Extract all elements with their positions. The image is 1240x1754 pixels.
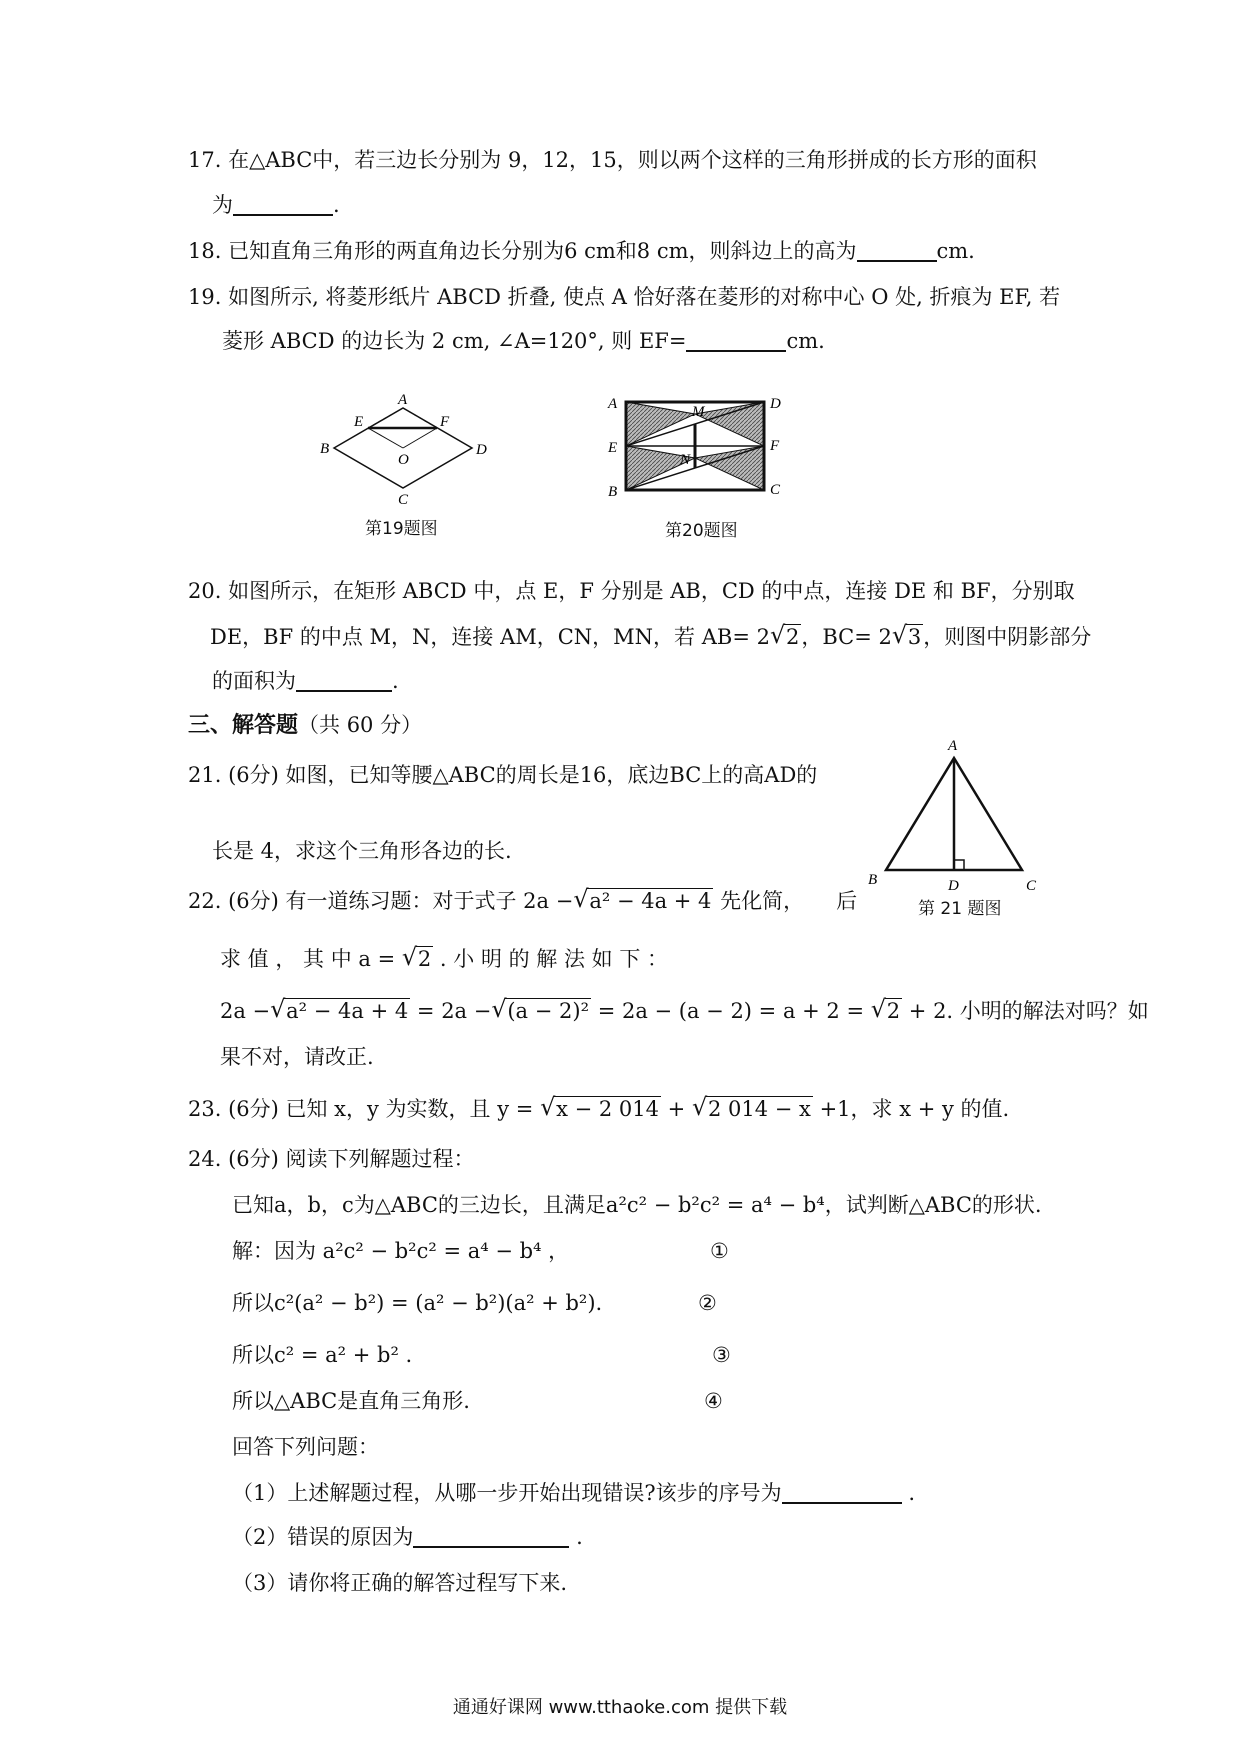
label-a: A [948, 738, 958, 754]
label-a: A [608, 396, 618, 412]
label-f: F [440, 414, 450, 430]
q24-step2: 所以c²(a² − b²) = (a² − b²)(a² + b²). [232, 1291, 603, 1315]
fig21-caption: 第 21 题图 [918, 899, 1002, 919]
label-f: F [770, 438, 780, 454]
q18-line: 18. 已知直角三角形的两直角边长分别为6 cm和8 cm，则斜边上的高为 cm. [188, 239, 975, 263]
label-c: C [398, 492, 409, 508]
shaded-region-1 [626, 402, 695, 446]
q17-line1: 17. 在△ABC中，若三边长分别为 9，12，15，则以两个这样的三角形拼成的长方形的面积 [188, 148, 1037, 172]
sqrt-2: √ 2 [871, 996, 902, 1026]
figure-20-rectangle [600, 392, 810, 504]
sqrt-expression: √ a² − 4a + 4 [270, 996, 410, 1026]
q19-line1: 19. 如图所示, 将菱形纸片 ABCD 折叠, 使点 A 恰好落在菱形的对称中心 O 处, 折痕为 EF, 若 [188, 285, 1061, 309]
q17-answer-blank[interactable] [233, 192, 333, 216]
q18-answer-blank[interactable] [857, 238, 937, 262]
sqrt-square: √ (a − 2)² [491, 996, 591, 1026]
q20-line1: 20. 如图所示，在矩形 ABCD 中，点 E，F 分别是 AB，CD 的中点，连接 DE 和 BF，分别取 [188, 579, 1075, 603]
q24-sub1: （1）上述解题过程，从哪一步开始出现错误?该步的序号为 . [232, 1481, 915, 1505]
footer-source: 通通好课网 www.tthaoke.com 提供下载 [452, 1697, 788, 1718]
q24-sub2-answer-blank[interactable] [413, 1524, 569, 1548]
line-fo [403, 428, 437, 448]
q24-step1: 解：因为 a²c² − b²c² = a⁴ − b⁴ ， [232, 1239, 570, 1263]
q24-step4: 所以△ABC是直角三角形. [232, 1389, 470, 1413]
q24-sub2: （2）错误的原因为 . [232, 1525, 583, 1549]
q22-line4: 果不对，请改正. [220, 1045, 374, 1069]
label-b: B [868, 872, 878, 888]
label-d: D [770, 396, 781, 412]
label-d: D [476, 442, 487, 458]
label-b: B [320, 441, 330, 457]
q24-step3-number: ③ [712, 1343, 731, 1367]
label-o: O [398, 452, 409, 468]
q24-title: 24. (6分) 阅读下列解题过程： [188, 1147, 475, 1171]
q24-ask: 回答下列问题： [232, 1435, 379, 1459]
q17-line2: 为 . [212, 193, 340, 217]
q19-line2: 菱形 ABCD 的边长为 2 cm, ∠A=120°, 则 EF= cm. [222, 329, 825, 353]
section-3-heading: 三、解答题（共 60 分） [188, 712, 423, 738]
sqrt-x-minus: √ x − 2 014 [540, 1094, 661, 1124]
q20-line3: 的面积为 . [212, 669, 399, 693]
sqrt-3: √ 3 [892, 622, 923, 652]
label-a: A [398, 392, 408, 408]
right-angle-mark [954, 860, 964, 870]
figure-19-rhombus [320, 392, 500, 512]
q22-line2: 求 值 ， 其 中 a = √ 2 . 小 明 的 解 法 如 下 ： [220, 944, 668, 974]
q21-line2: 长是 4，求这个三角形各边的长. [212, 839, 512, 863]
q24-step3: 所以c² = a² + b² . [232, 1343, 413, 1367]
q24-step4-number: ④ [704, 1389, 723, 1413]
shaded-region-3 [695, 446, 764, 490]
fig19-caption: 第19题图 [365, 519, 438, 539]
q24-sub3: （3）请你将正确的解答过程写下来. [232, 1571, 568, 1595]
q24-step1-number: ① [710, 1239, 729, 1263]
label-c: C [770, 482, 781, 498]
sqrt-2: √ 2 [402, 944, 433, 974]
q21-line1: 21. (6分) 如图，已知等腰△ABC的周长是16，底边BC上的高AD的 [188, 763, 818, 787]
label-m: M [692, 404, 705, 420]
q24-given: 已知a，b，c为△ABC的三边长，且满足a²c² − b²c² = a⁴ − b⁴，试判断△ABC的形状. [232, 1193, 1042, 1217]
label-b: B [608, 484, 618, 500]
line-eo [368, 428, 403, 448]
label-n: N [680, 452, 691, 468]
sqrt-2: √ 2 [770, 622, 801, 652]
label-e: E [354, 414, 364, 430]
fig20-caption: 第20题图 [665, 521, 738, 541]
q19-answer-blank[interactable] [686, 328, 786, 352]
q24-sub1-answer-blank[interactable] [782, 1480, 902, 1504]
label-c: C [1026, 878, 1037, 894]
shaded-region-2 [695, 402, 764, 446]
q20-answer-blank[interactable] [296, 668, 392, 692]
q22-line1: 22. (6分) 有一道练习题：对于式子 2a −√ a² − 4a + 4 先化简， 后 [188, 886, 857, 916]
q23-line: 23. (6分) 已知 x，y 为实数，且 y = √ x − 2 014 + √ 2 014 − x +1，求 x + y 的值. [188, 1094, 1009, 1124]
q24-step2-number: ② [698, 1291, 717, 1315]
sqrt-minus-x: √ 2 014 − x [692, 1094, 813, 1124]
q20-line2: DE，BF 的中点 M，N，连接 AM，CN，MN，若 AB= 2√ 2，BC= 2√ 3，则图中阴影部分 [210, 622, 1091, 652]
q22-line3: 2a −√ a² − 4a + 4 = 2a −√ (a − 2)² = 2a − (a − 2) = a + 2 = √ 2 + 2. 小明的解法对吗？如 [220, 996, 1149, 1026]
figure-21-triangle [862, 732, 1042, 898]
label-d: D [948, 878, 959, 894]
label-e: E [608, 440, 618, 456]
sqrt-expression: √ a² − 4a + 4 [573, 886, 713, 916]
